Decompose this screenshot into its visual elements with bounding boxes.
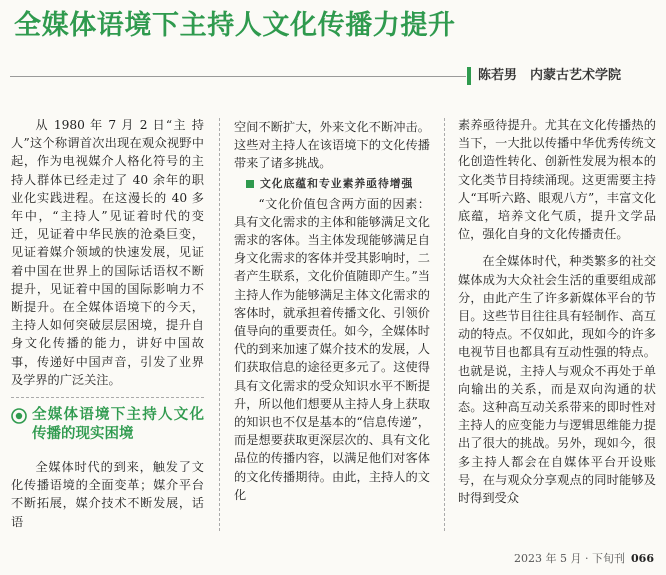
section-bullet-icon bbox=[11, 408, 27, 424]
paragraph-body: 在全媒体时代，种类繁多的社交媒体成为大众社会生活的重要组成部分，由此产生了许多新媒体平台的节目。这些节目往往具有轻制作、高互动的特点。不仅如此，现如今的许多电视节目也都具有互动性强的特点。也就是说，主持人与观众不再处于单向输出的关系，而是双向沟通的状态。这种高互动关系带来的即时性对主持人的应变能力与逻辑思维能力提出了很大的挑战。另外，现如今，很多主持人都会在自媒体平台开设账号，在与观众分享观点的同时能够及时得到受众 bbox=[458, 254, 656, 506]
section-heading-text: 全媒体语境下主持人文化传播的现实困境 bbox=[32, 407, 204, 443]
square-bullet-icon bbox=[246, 180, 254, 188]
author-marker bbox=[467, 67, 471, 85]
column-divider bbox=[219, 118, 220, 532]
section-divider bbox=[11, 397, 204, 398]
page-footer bbox=[514, 551, 654, 567]
subsection-heading bbox=[234, 175, 430, 193]
author-line: 陈若男 内蒙古艺术学院 bbox=[478, 68, 622, 83]
column-1 bbox=[11, 116, 204, 534]
title-rule bbox=[10, 76, 466, 77]
paragraph-continued: 空间不断扩大，外来文化不断冲击。这些对主持人在该语境下的文化传播带来了诸多挑战。 bbox=[234, 120, 430, 171]
subsection-heading-text: 文化底蕴和专业素养亟待增强 bbox=[260, 176, 414, 190]
issue-label: 2023 年 5 月 · 下旬刊 bbox=[514, 552, 626, 565]
paragraph-body: 全媒体时代的到来，触发了文化传播语境的全面变革；媒介平台不断拓展，媒介技术不断发展，话语 bbox=[11, 460, 204, 529]
column-2 bbox=[234, 118, 430, 536]
page-number: 066 bbox=[631, 552, 654, 565]
article-title: 全媒体语境下主持人文化传播力提升 bbox=[14, 10, 456, 41]
section-heading bbox=[11, 406, 204, 444]
paragraph-body: “文化价值包含两方面的因素：具有文化需求的主体和能够满足文化需求的客体。当主体发现能够满足自身文化需求的客体并受其影响时，二者产生联系，文化价值随即产生。”当主持人作为能够满足主体文化需求的客体时，就承担着传播文化、引领价值导向的重要责任。如今，全媒体时代的到来加速了媒介技术的发展，人们获取信息的途径更多元了。这使得具有文化需求的受众知识水平不断提升，所以他们想要从主持人身上获取的知识也不仅是基本的“信息传递”，而是想要获取更深层次的、具有文化品位的传播内容，以满足他们对客体的文化传播期待。由此，主持人的文化 bbox=[234, 196, 430, 502]
paragraph-continued: 素养亟待提升。尤其在文化传播热的当下，一大批以传播中华优秀传统文化创造性转化、创新性发展为根本的文化类节目持续涌现。这更需要主持人“耳听六路、眼观八方”，丰富文化底蕴，培养文化气质，提升文学品位，强化自身的文化传播责任。 bbox=[458, 118, 656, 242]
column-3 bbox=[458, 116, 656, 534]
paragraph-intro: 从 1980 年 7 月 2 日“主 持 人”这个称谓首次出现在观众视野中起，作为电视媒介人格化符号的主持人群体已经走过了 40 余年的职业化实践进程。在这漫长的 40 多年中，“主持人”见证着时代的变迁，见证着中华民族的沧桑巨变，见证着媒介领域的快速发展，见证着中国在世界上的国际话语权不断提升，见证着中国的国际影响力不断提升。在全媒体语境下的今天，主持人如何突破层层困境，提升自身文化传播的能力，讲好中国故事，传递好中国声音，引发了业界及学界的广泛关注。 bbox=[11, 118, 204, 387]
column-divider bbox=[444, 118, 445, 532]
